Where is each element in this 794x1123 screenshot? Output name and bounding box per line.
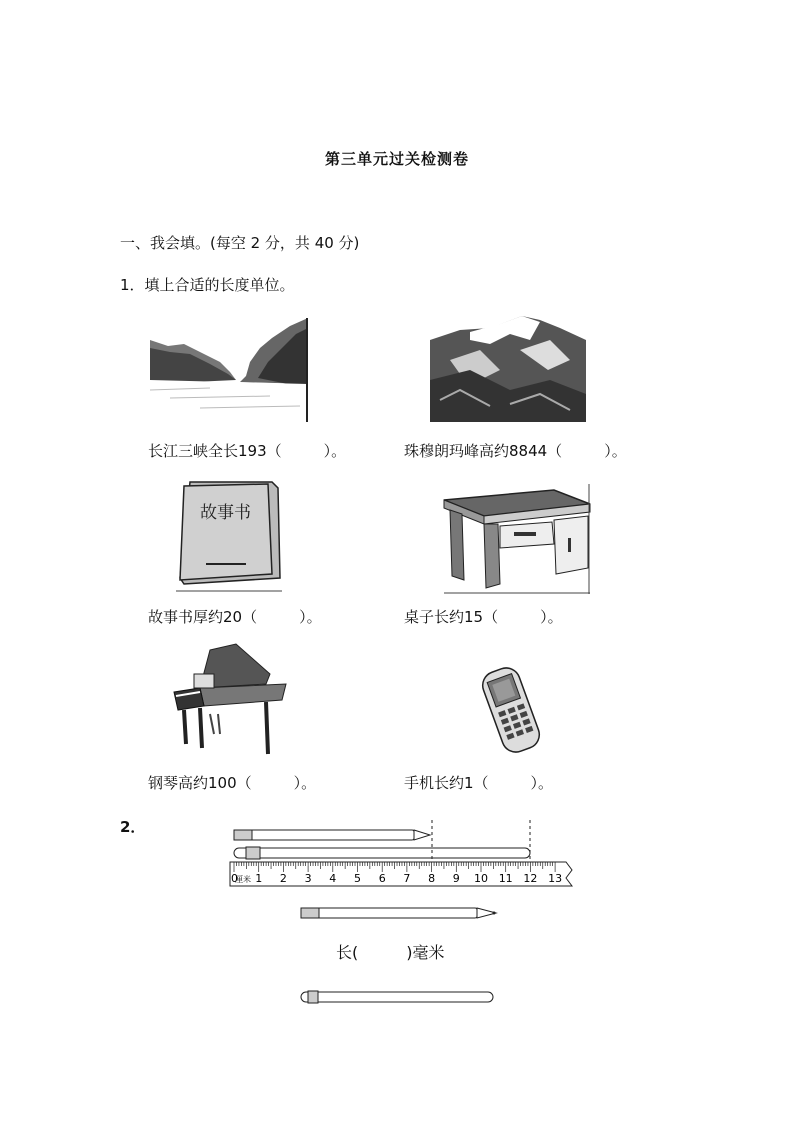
pencil-on-ruler-icon (234, 830, 430, 840)
section-heading: 一、我会填。(每空 2 分，共 40 分) (120, 234, 360, 252)
caption-text: 手机长约1（ (404, 774, 489, 792)
caption-end: ）。 (323, 442, 347, 460)
ruler-tick-label: 7 (403, 872, 411, 885)
ruler-tick-label: 11 (498, 872, 513, 885)
caption-end: ）。 (530, 774, 554, 792)
caption-text: 桌子长约15（ (404, 608, 499, 626)
question-number: 1． (120, 276, 145, 294)
ruler-tick-label: 9 (452, 872, 460, 885)
pen-on-ruler-icon (234, 847, 530, 859)
ruler-tick-label: 12 (523, 872, 538, 885)
caption-end: ）。 (540, 608, 563, 626)
page-title: 第三单元过关检测卷 (324, 150, 469, 168)
ruler-tick-label: 0 (231, 872, 238, 885)
question-1 (120, 274, 295, 295)
answer-line (336, 940, 445, 963)
mountain-icon (430, 310, 586, 422)
caption-text: 珠穆朗玛峰高约8844（ (404, 442, 563, 460)
ruler-tick-label: 4 (329, 872, 337, 885)
caption-6 (404, 772, 553, 793)
caption-2 (404, 440, 627, 461)
question-2-number: 2． (120, 818, 146, 836)
ruler-tick-label: 8 (428, 872, 436, 885)
piano-icon (170, 644, 288, 756)
caption-text: 长江三峡全长193（ (148, 442, 282, 460)
ruler-tick-label: 6 (378, 872, 386, 885)
ruler-tick-label: 1 (255, 872, 263, 885)
gorge-landscape-icon (150, 318, 308, 422)
ruler-tick-label: 2 (279, 872, 287, 885)
storybook-icon (176, 478, 282, 592)
caption-1 (148, 440, 346, 461)
ruler-tick-label: 13 (548, 872, 563, 885)
answer-prefix: 长( (336, 943, 359, 962)
caption-end: ）。 (293, 774, 317, 792)
book-label: 故事书 (200, 503, 251, 523)
ruler-tick-label: 5 (354, 872, 361, 885)
caption-3 (148, 606, 322, 627)
pen-icon (300, 990, 496, 1004)
pencil-icon (300, 906, 500, 920)
mobile-phone-icon (478, 664, 544, 756)
answer-suffix: )毫米 (406, 943, 445, 962)
ruler-tick-label: 3 (304, 872, 312, 885)
caption-text: 钢琴高约100（ (148, 774, 252, 792)
ruler-unit-label: 厘米 (235, 875, 251, 884)
caption-4 (404, 606, 563, 627)
ruler-tick-label: 10 (474, 872, 488, 885)
question-text: 填上合适的长度单位。 (144, 276, 295, 294)
caption-end: ）。 (604, 442, 627, 460)
desk-icon (444, 484, 590, 594)
caption-5 (148, 772, 316, 793)
caption-end: ）。 (299, 608, 322, 626)
ruler-figure (226, 818, 578, 888)
caption-text: 故事书厚约20（ (148, 608, 258, 626)
